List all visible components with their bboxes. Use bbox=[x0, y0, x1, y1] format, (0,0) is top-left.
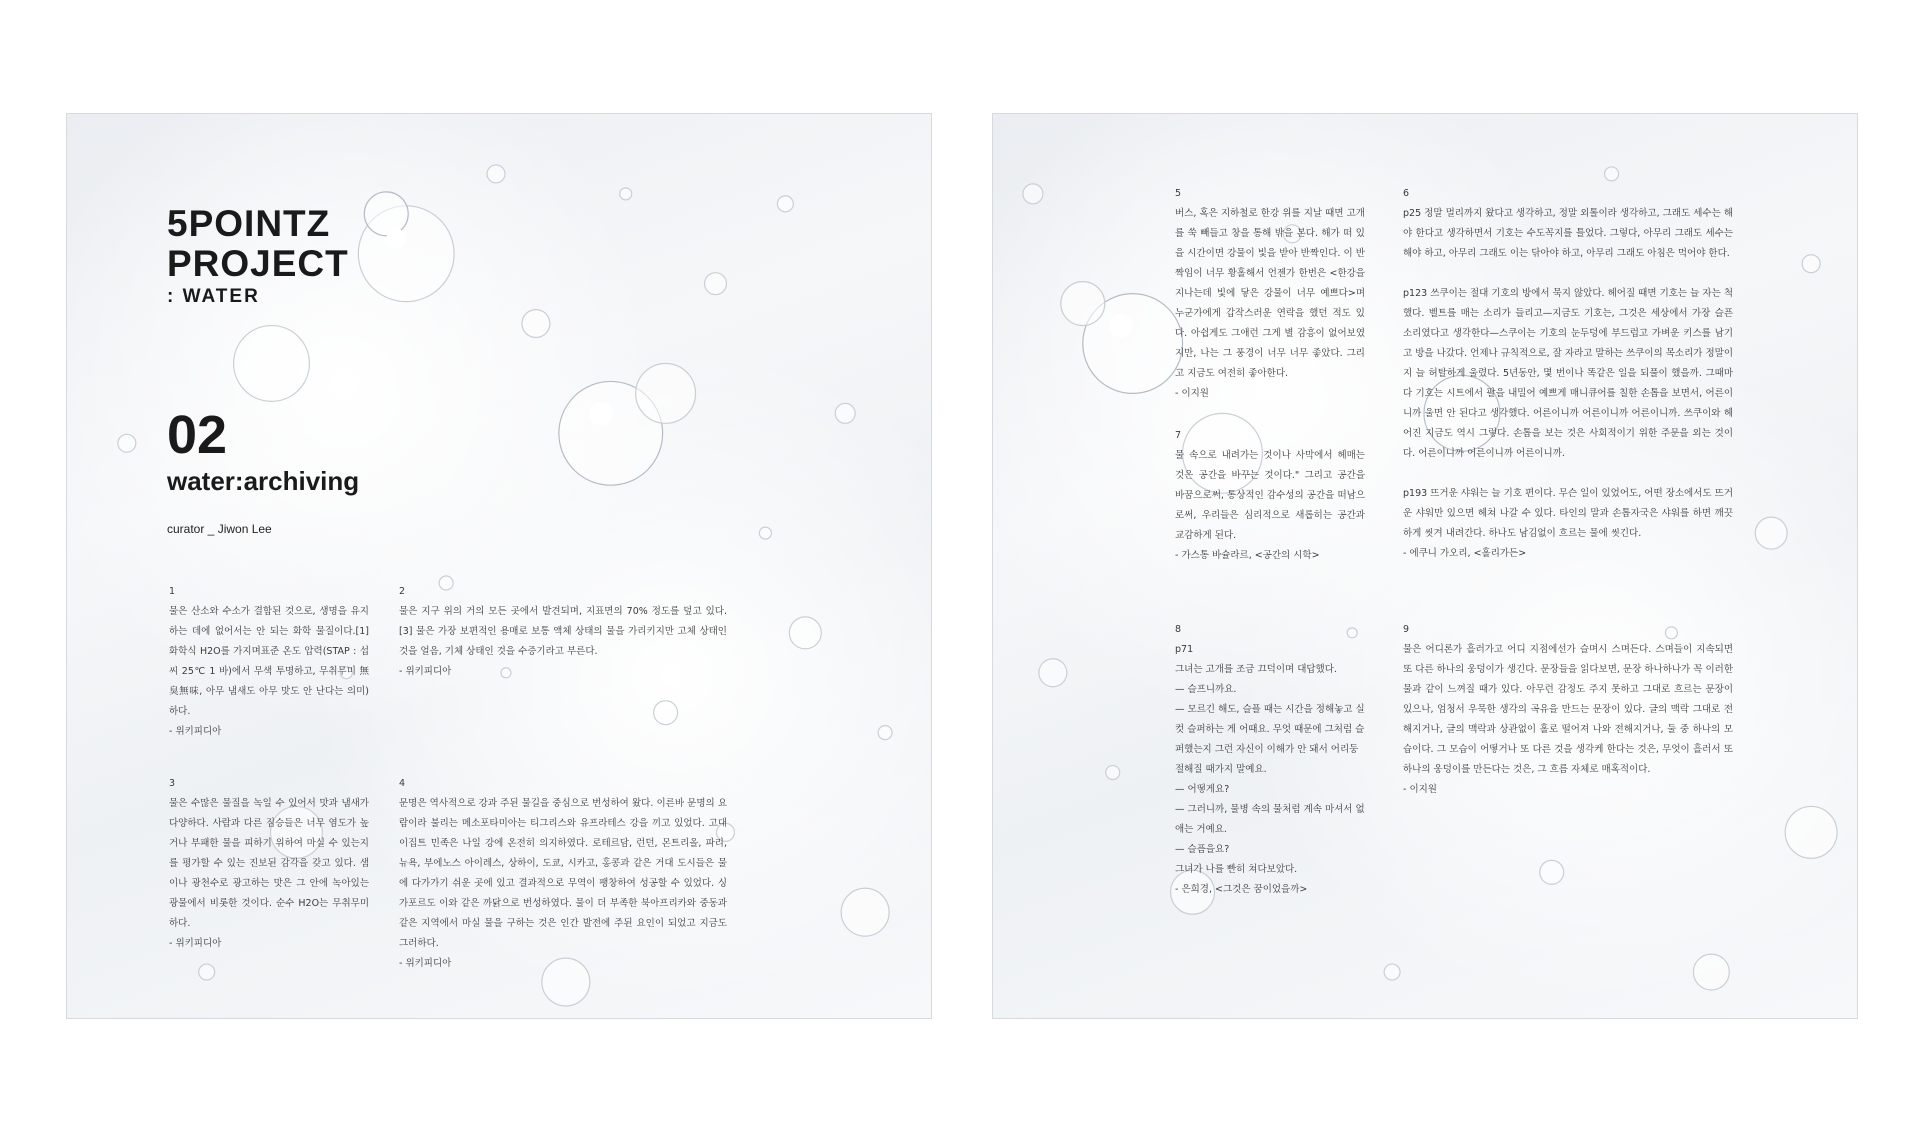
block-paragraph: p123 쓰쿠이는 절대 기호의 방에서 묵지 않았다. 헤어질 때면 기호는 늘 자는 척했다. 벨트를 매는 소리가 들리고—지금도 기호는, 그것은 세상에서 가장 슬픈 소리였다고 생각한다—스쿠이는 기호의 눈두덩에 부드럽고 가벼운 키스를 남기고 방을 나갔다. 언제나 규칙적으로, 잘 자라고 말하는 쓰쿠이의 목소리가 정말이지 늘 허탈하게 울렸다. 5년동안, 몇 번이나 똑같은 일을 되풀이 했을까. 그때마다 기호는 시트에서 팔을 내밀어 예쁘게 매니큐어를 칠한 손톱을 보면서, 어른이니까 울면 안 된다고 생각했다. 어른이니까 어른이니까 어른이니까. 쓰쿠이와 헤어진 지금도 역시 그렇다. 손톱을 보는 것은 사회적이기 위한 주문을 외는 것이다. 어른이니까 어른이니까 어른이니까. bbox=[1403, 288, 1733, 459]
block-number: 7 bbox=[1175, 430, 1182, 441]
left-page bbox=[66, 113, 932, 1019]
project-title-line-2: PROJECT bbox=[167, 243, 349, 284]
block-number: 9 bbox=[1403, 624, 1410, 635]
text-block-6 bbox=[1403, 184, 1733, 564]
text-block-8 bbox=[1175, 620, 1365, 900]
block-source: - 에쿠니 가오리, <홀리가든> bbox=[1403, 548, 1527, 559]
block-source: - 은희경, <그것은 꿈이었을까> bbox=[1175, 884, 1308, 895]
block-source: - 이지원 bbox=[1403, 784, 1437, 795]
block-text: 물은 지구 위의 거의 모든 곳에서 발견되며, 지표면의 70% 정도를 덮고 있다.[3] 물은 가장 보편적인 용매로 보통 액체 상태의 물을 가리키지만 고체 상태인 것을 얼음, 기체 상태인 것을 수증기라고 부른다. bbox=[399, 606, 727, 657]
block-paragraph: p25 정말 멀리까지 왔다고 생각하고, 정말 외톨이라 생각하고, 그래도 세수는 해야 한다고 생각하면서 기호는 수도꼭지를 틀었다. 그렇다, 아무리 그래도 세수는 해야 하고, 아무리 그래도 이는 닦아야 하고, 아무리 그래도 아침은 먹어야 한다. bbox=[1403, 208, 1733, 259]
block-paragraph: p193 뜨거운 샤워는 늘 기호 편이다. 무슨 일이 있었어도, 어떤 장소에서도 뜨거운 샤워만 있으면 헤쳐 나갈 수 있다. 타인의 말과 손톱자국은 샤워를 하면 깨끗하게 씻겨 내려간다. 하나도 남김없이 흐르는 물에 씻긴다. bbox=[1403, 488, 1733, 539]
block-line: — 슬프니까요. bbox=[1175, 684, 1237, 695]
block-source: - 위키피디아 bbox=[169, 938, 222, 949]
project-title-line-1: 5POINTZ bbox=[167, 203, 331, 244]
block-line: 그녀는 고개를 조금 끄덕이며 대답했다. bbox=[1175, 664, 1337, 675]
block-number: 5 bbox=[1175, 188, 1182, 199]
block-source: - 위키피디아 bbox=[399, 666, 452, 677]
text-block-1 bbox=[169, 582, 369, 742]
block-line: — 그러니까, 물병 속의 물처럼 계속 마셔서 없애는 거예요. bbox=[1175, 804, 1365, 835]
right-page bbox=[992, 113, 1858, 1019]
block-number: 1 bbox=[169, 586, 176, 597]
block-line: 그녀가 나를 빤히 쳐다보았다. bbox=[1175, 864, 1298, 875]
text-block-4 bbox=[399, 774, 727, 974]
project-title bbox=[167, 204, 349, 284]
project-subtitle: : WATER bbox=[167, 286, 260, 307]
block-paragraph: 버스, 혹은 지하철로 한강 위를 지날 때면 고개를 쑥 빼들고 창을 통해 밖을 본다. 해가 떠 있을 시간이면 강물이 빛을 받아 반짝인다. 이 반짝임이 너무 황홀해서 언젠가 한번은 <한강을 지나는데 빛에 닿은 강물이 너무 예쁘다>며 누군가에게 갑작스러운 연락을 했던 적도 있다. 아쉽게도 그애런 그게 별 감흥이 없어보였지만, 나는 그 풍경이 너무 너무 좋았다. 그리고 지금도 여전히 좋아한다. bbox=[1175, 208, 1365, 379]
block-number: 8 bbox=[1175, 624, 1182, 635]
text-block-9 bbox=[1403, 620, 1733, 800]
curator-credit: curator _ Jiwon Lee bbox=[167, 522, 272, 536]
block-line: — 어떻게요? bbox=[1175, 784, 1230, 795]
block-paragraph: 물은 어디론가 흘러가고 어디 지점에선가 슬며시 스며든다. 스며들이 지속되면 또 다른 하나의 웅덩이가 생긴다. 문장들을 읽다보면, 문장 하나하나가 꼭 이러한 물과 같이 느껴질 때가 있다. 아무런 감정도 주지 못하고 그대로 흐르는 문장이 있으나, 엄청서 우묵한 생각의 곡유을 만드는 문장이 있다. 글의 맥락 그대로 전해지거나, 글의 맥락과 상관없이 홀로 떨어져 나와 전해지거나, 둘 중 하나의 모습이다. 그 모습이 어떻거나 또 다른 것을 생각케 한다는 것은, 무엇이 흘러서 또 하나의 웅덩이를 만든다는 것은, 그 흐름 자체로 매혹적이다. bbox=[1403, 644, 1733, 775]
block-text: 물은 산소와 수소가 결합된 것으로, 생명을 유지하는 데에 없어서는 안 되는 화학 물질이다.[1] 화학식 H2O를 가지며표준 온도 압력(STAP : 섭씨 25℃ 1 바)에서 무색 투명하고, 무취무미 無臭無味, 아무 냄새도 아무 맛도 안 난다는 의미)하다. bbox=[169, 606, 369, 717]
block-number: 6 bbox=[1403, 188, 1410, 199]
block-number: 3 bbox=[169, 778, 176, 789]
block-line: p71 bbox=[1175, 644, 1194, 655]
text-block-7 bbox=[1175, 426, 1365, 566]
block-line: — 모르긴 해도, 슬플 때는 시간을 정해놓고 실컷 슬퍼하는 게 어때요. 무엇 때문에 그처럼 슬퍼했는지 그런 자신이 이해가 안 돼서 어리둥절해질 때가지 말예요. bbox=[1175, 704, 1365, 775]
block-text: 물은 수많은 물질을 녹일 수 있어서 맛과 냄새가 다양하다. 사람과 다른 짐승들은 너무 염도가 높거나 부패한 물을 피하기 위하여 마실 수 있는지를 평가할 수 있는 진보된 감각을 갖고 있다. 샘이나 광천수로 광고하는 맛은 그 안에 녹아있는 광물에서 비롯한 것이다. 순수 H2O는 무취무미하다. bbox=[169, 798, 369, 929]
block-source: - 가스통 바슐라르, <공간의 시학> bbox=[1175, 550, 1320, 561]
block-number: 2 bbox=[399, 586, 406, 597]
text-block-5 bbox=[1175, 184, 1365, 404]
section-number: 02 bbox=[167, 405, 228, 465]
block-source: - 위키피디아 bbox=[399, 958, 452, 969]
block-paragraph: 물 속으로 내려가는 것이나 사막에서 헤매는 것은 공간을 바꾸는 것이다." 그리고 공간을 바꿈으로써, 통상적인 감수성의 공간을 떠남으로써, 우리들은 심리적으로 새롭히는 공간과 교감하게 된다. bbox=[1175, 450, 1365, 541]
block-source: - 위키피디아 bbox=[169, 726, 222, 737]
block-text: 문명은 역사적으로 강과 주된 물길을 중심으로 번성하여 왔다. 이른바 문명의 요람이라 불리는 메소포타미아는 티그리스와 유프라테스 강을 끼고 있었다. 고대 이집트 민족은 나일 강에 온전히 의지하였다. 로테르담, 런던, 몬트리올, 파리, 뉴욕, 부에노스 아이레스, 상하이, 도쿄, 시카고, 홍콩과 같은 거대 도시들은 물에 다가가기 쉬운 곳에 있고 결과적으로 무역이 팽창하여 성공할 수 있었다. 싱가포르도 이와 같은 까닭으로 번성하였다. 물이 더 부족한 북아프리카와 중동과 같은 지역에서 마실 물을 구하는 것은 인간 발전에 주된 요인이 되었고 지금도 그러하다. bbox=[399, 798, 727, 949]
text-block-3 bbox=[169, 774, 369, 954]
block-source: - 이지원 bbox=[1175, 388, 1209, 399]
block-number: 4 bbox=[399, 778, 406, 789]
text-block-2 bbox=[399, 582, 727, 682]
section-title: water:archiving bbox=[167, 466, 360, 496]
block-line: — 슬픔을요? bbox=[1175, 844, 1230, 855]
